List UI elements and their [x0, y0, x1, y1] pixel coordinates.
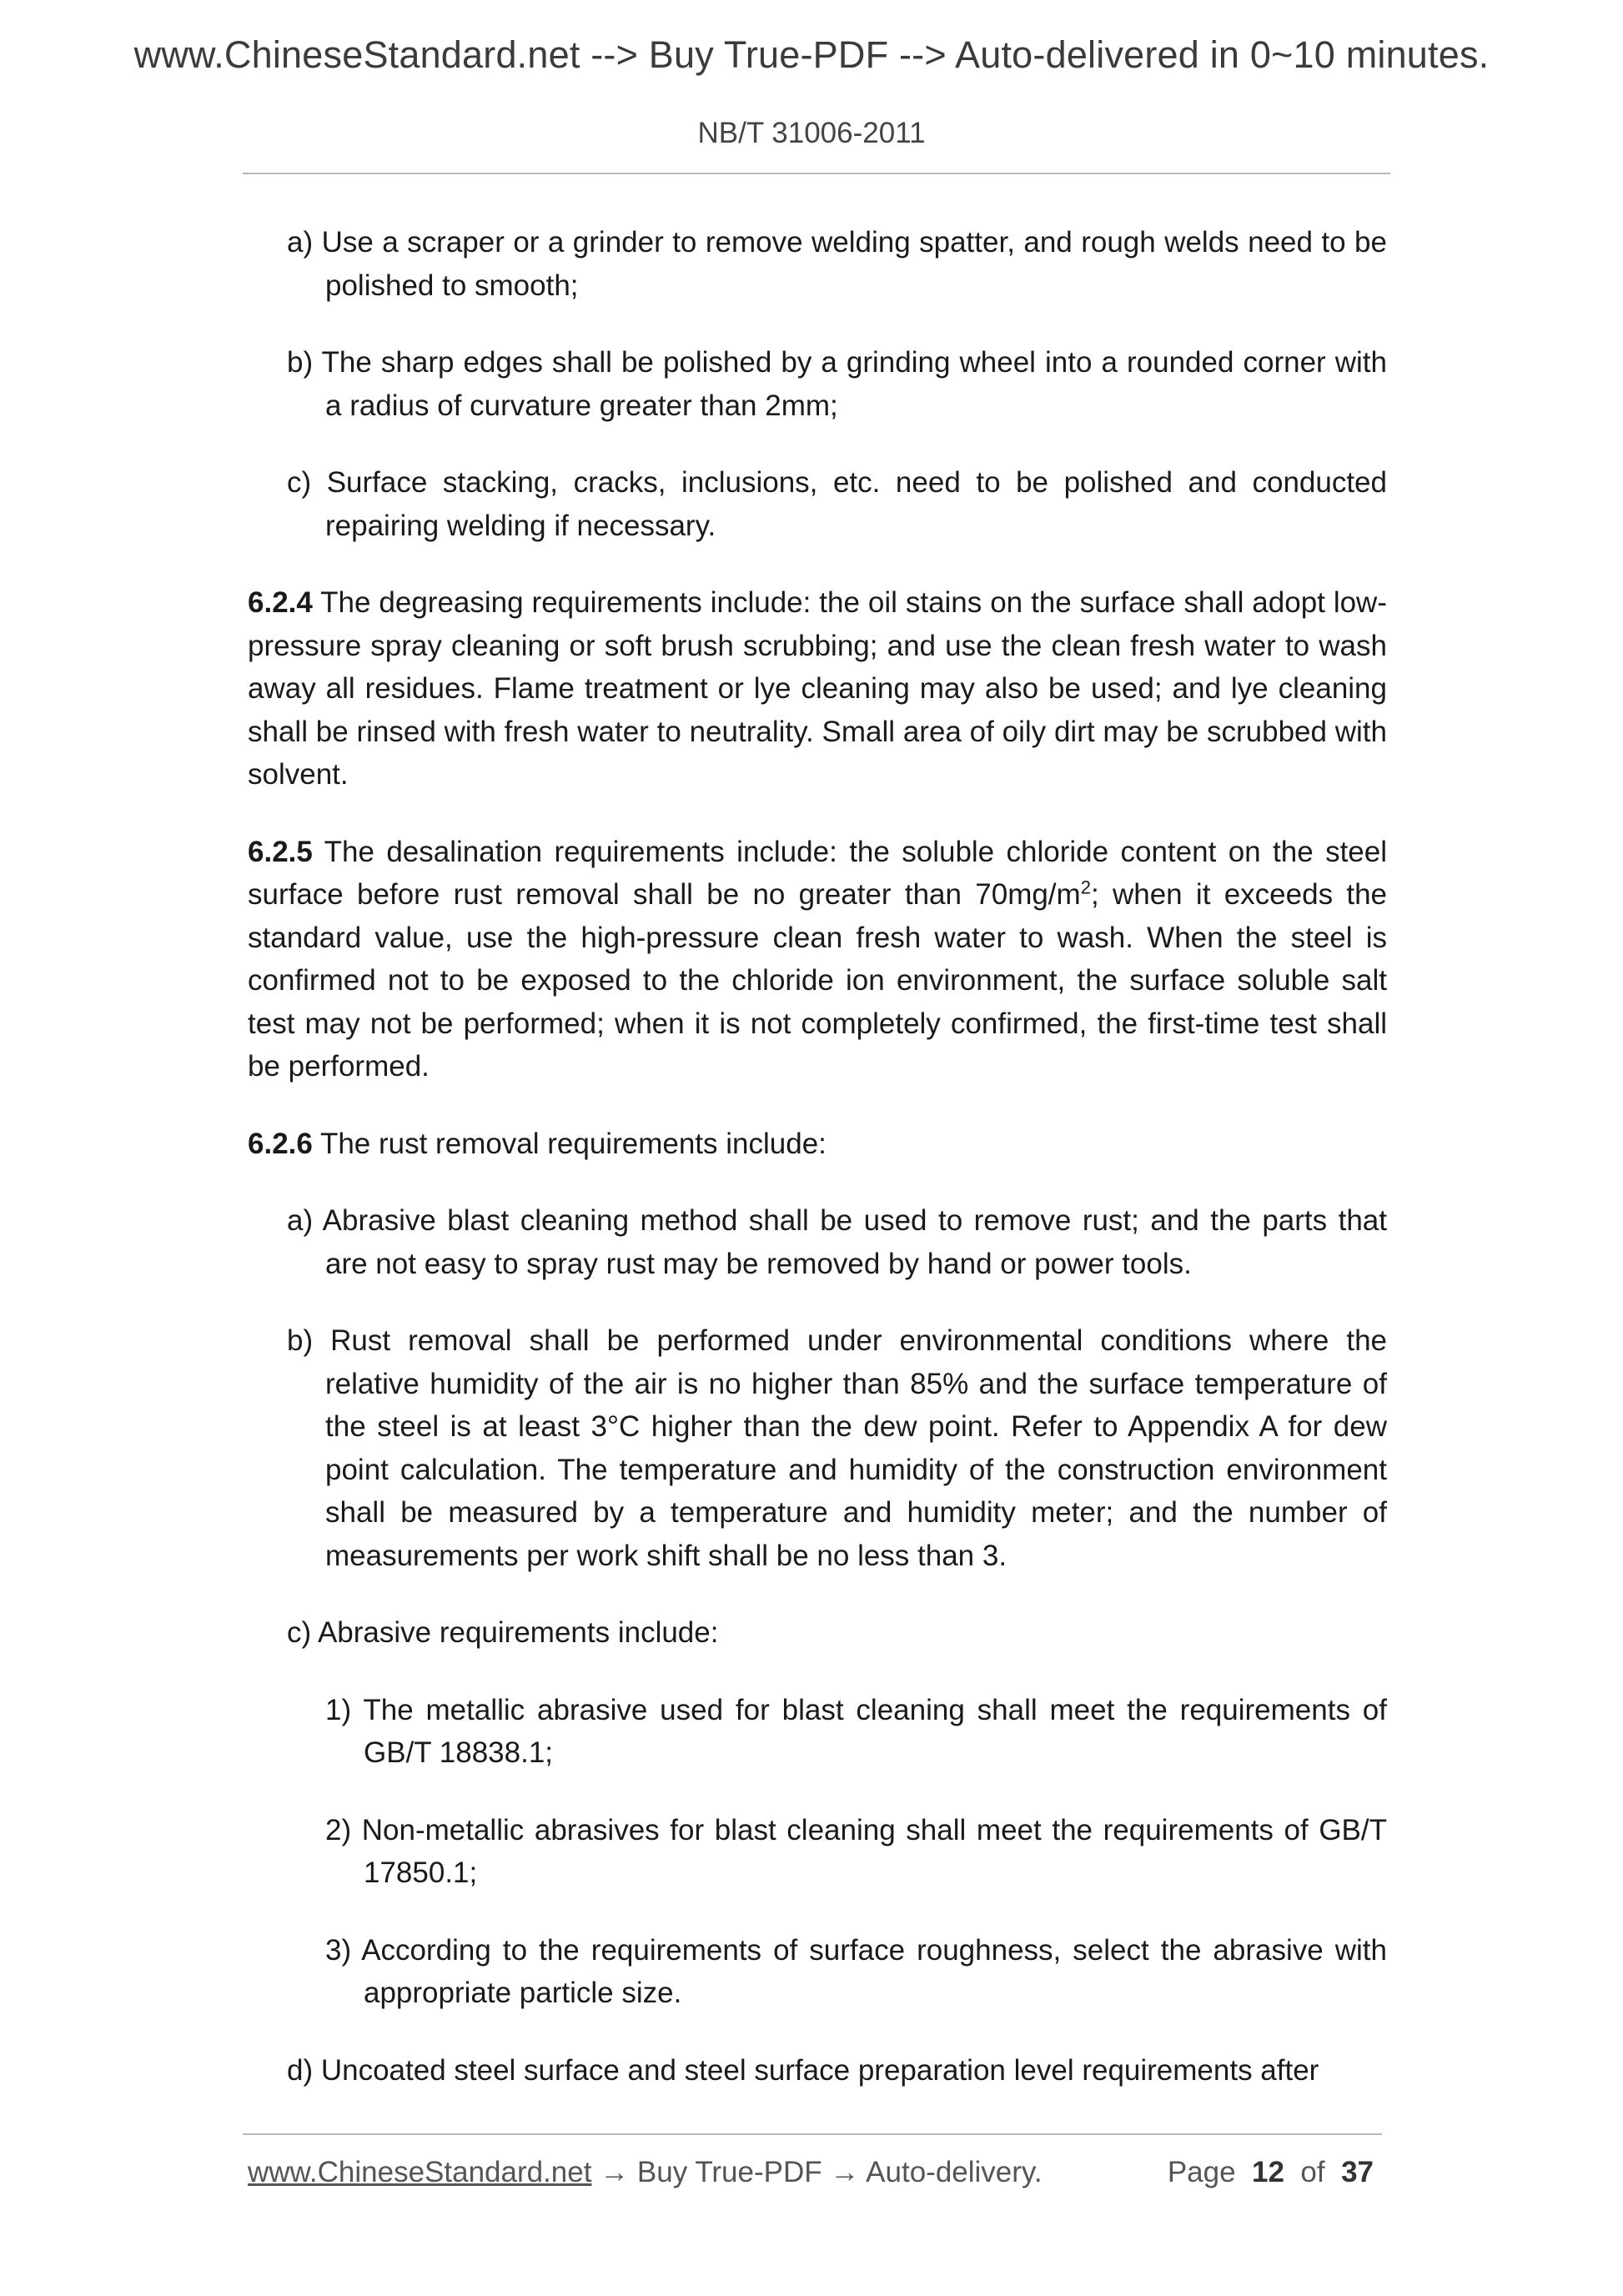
- list-item: b) Rust removal shall be performed under environmental conditions where the relative humidity of the air is no higher than 85% and the surface temperature of the steel is at least 3°C higher than the dew point. Refer to Appendix A for dew point calculation. The temperature and humidity of the construction environment shall be measured by a temperature and humidity meter; and the number of measurements per work shift shall be no less than 3.: [287, 1324, 1387, 1572]
- footer-left: [248, 2156, 1043, 2189]
- clause-number: 6.2.5: [248, 835, 313, 868]
- clause-6-2-5: [248, 831, 1387, 1088]
- page-footer: [248, 2156, 1374, 2198]
- sub-list-item: 2) Non-metallic abrasives for blast cleaning shall meet the requirements of GB/T 17850.1;: [325, 1813, 1387, 1889]
- footer-tagline: → Buy True-PDF → Auto-delivery.: [591, 2156, 1043, 2188]
- clause-number: 6.2.4: [248, 586, 313, 619]
- clause-text: The desalination requirements include: the soluble chloride content on the steel surface before rust removal shall be no greater than 70mg/m: [248, 835, 1387, 911]
- clause-text: The rust removal requirements include:: [312, 1127, 827, 1160]
- page-indicator: [1168, 2156, 1374, 2189]
- sub-list-item: 1) The metallic abrasive used for blast cleaning shall meet the requirements of GB/T 18838.1;: [325, 1693, 1387, 1769]
- superscript: 2: [1080, 877, 1091, 898]
- list-item: c) Surface stacking, cracks, inclusions, etc. need to be polished and conducted repairing welding if necessary.: [287, 466, 1387, 542]
- clause-text-continued: ; when it exceeds the standard value, use the high-pressure clean fresh water to wash. When the steel is confirmed not to be exposed to the chloride ion environment, the surface soluble salt test may not be performed; when it is not completely confirmed, the first-time test shall be performed.: [248, 878, 1388, 1083]
- page-of-label: of: [1300, 2156, 1325, 2188]
- list-item: a) Use a scraper or a grinder to remove welding spatter, and rough welds need to be polished to smooth;: [287, 226, 1387, 302]
- clause-6-2-6: [248, 1123, 1387, 1166]
- sub-list-item: 3) According to the requirements of surface roughness, select the abrasive with appropriate particle size.: [325, 1933, 1387, 2009]
- clause-text: The degreasing requirements include: the oil stains on the surface shall adopt low-pressure spray cleaning or soft brush scrubbing; and use the clean fresh water to wash away all residues. Flame treatment or lye cleaning may also be used; and lye cleaning shall be rinsed with fresh water to neutrality. Small area of oily dirt may be scrubbed with solvent.: [248, 586, 1387, 791]
- list-item: c) Abrasive requirements include:: [287, 1616, 719, 1649]
- site-link[interactable]: www.ChineseStandard.net: [248, 2156, 592, 2188]
- list-item: b) The sharp edges shall be polished by a grinding wheel into a rounded corner with a radius of curvature greater than 2mm;: [287, 346, 1387, 422]
- clause-6-2-4: [248, 581, 1387, 796]
- footer-divider: [243, 2133, 1382, 2135]
- list-item: a) Abrasive blast cleaning method shall be used to remove rust; and the parts that are not easy to spray rust may be removed by hand or power tools.: [287, 1204, 1387, 1280]
- page-label: Page: [1167, 2156, 1236, 2188]
- page-current: 12: [1252, 2156, 1284, 2188]
- page-total: 37: [1341, 2156, 1374, 2188]
- site-banner: www.ChineseStandard.net --> Buy True-PDF --> Auto-delivered in 0~10 minutes.: [133, 33, 1490, 76]
- clause-number: 6.2.6: [248, 1127, 313, 1160]
- document-code: NB/T 31006-2011: [697, 117, 926, 149]
- page-body: [248, 221, 1387, 2126]
- list-item: d) Uncoated steel surface and steel surface preparation level requirements after: [287, 2053, 1319, 2087]
- header-divider: [243, 173, 1390, 174]
